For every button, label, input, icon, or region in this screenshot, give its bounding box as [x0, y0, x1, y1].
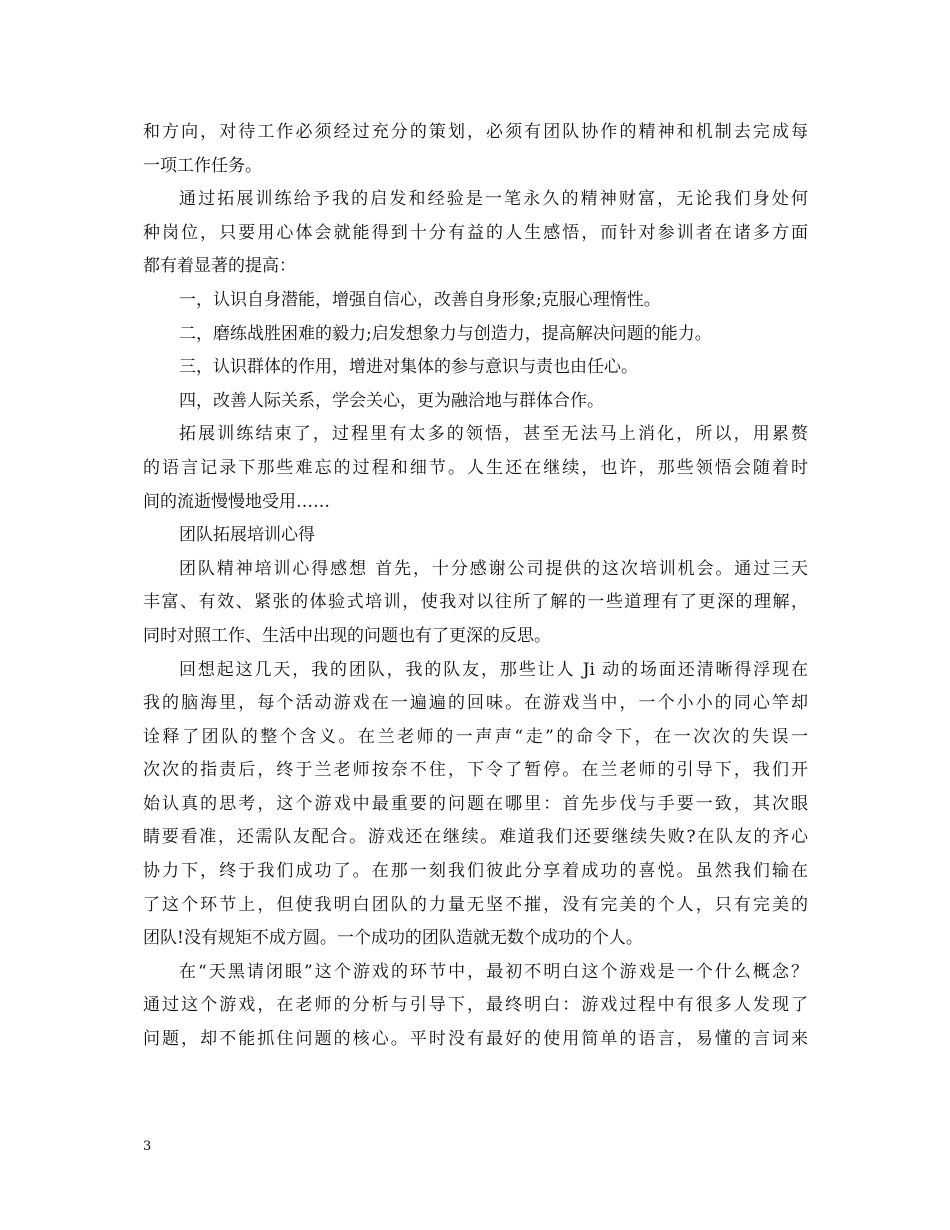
- text-line: 拓展训练结束了，过程里有太多的领悟，甚至无法马上消化，所以，用累赘: [179, 424, 808, 445]
- text-line: 睛要看准，还需队友配合。游戏还在继续。难道我们还要继续失败?在队友的齐心: [143, 827, 808, 848]
- text-line: 回想起这几天，我的团队，我的队友，那些让人 Ji 动的场面还清晰得浮现在: [179, 659, 808, 680]
- text-line: 通过拓展训练给予我的启发和经验是一笔永久的精神财富，无论我们身处何: [179, 189, 808, 210]
- list-item: 一，认识自身潜能，增强自信心，改善自身形象;克服心理惰性。: [179, 289, 661, 310]
- body-text: [143, 116, 808, 1057]
- text-line: 始认真的思考，这个游戏中最重要的问题在哪里：首先步伐与手要一致，其次眼: [143, 793, 808, 814]
- list-item: 三，认识群体的作用，增进对集体的参与意识与责也由任心。: [179, 357, 638, 378]
- text-line: 间的流逝慢慢地受用……: [143, 491, 330, 512]
- section-heading: 团队拓展培训心得: [179, 525, 315, 546]
- text-line: 在“天黑请闭眼”这个游戏的环节中，最初不明白这个游戏是一个什么概念？: [179, 961, 808, 982]
- page-number: 3: [143, 1139, 152, 1154]
- text-line: 团队精神培训心得感想 首先，十分感谢公司提供的这次培训机会。通过三天: [179, 558, 808, 579]
- text-line: 丰富、有效、紧张的体验式培训，使我对以往所了解的一些道理有了更深的理解，: [143, 592, 808, 613]
- text-line: 的语言记录下那些难忘的过程和细节。人生还在继续，也许，那些领悟会随着时: [143, 457, 808, 478]
- text-line: 和方向，对待工作必须经过充分的策划，必须有团队协作的精神和机制去完成每: [143, 122, 808, 142]
- text-line: 我的脑海里，每个活动游戏在一遍遍的回味。在游戏当中，一个小小的同心竿却: [143, 693, 808, 714]
- text-line: 诠释了团队的整个含义。在兰老师的一声声“走”的命令下，在一次次的失误一: [143, 726, 808, 747]
- text-line: 协力下，终于我们成功了。在那一刻我们彼此分享着成功的喜悦。虽然我们输在: [143, 861, 808, 882]
- text-line: 同时对照工作、生活中出现的问题也有了更深的反思。: [143, 625, 551, 646]
- list-item: 四，改善人际关系，学会关心，更为融洽地与群体合作。: [179, 390, 604, 411]
- text-line: 问题，却不能抓住问题的核心。平时没有最好的使用简单的语言，易懂的言词来: [143, 1029, 808, 1050]
- list-item: 二，磨练战胜困难的毅力;启发想象力与创造力，提高解决问题的能力。: [179, 323, 712, 344]
- text-line: 通过这个游戏，在老师的分析与引导下，最终明白：游戏过程中有很多人发现了: [143, 995, 808, 1016]
- text-line: 次次的指责后，终于兰老师按奈不住，下令了暂停。在兰老师的引导下，我们开: [143, 760, 808, 781]
- text-line: 一项工作任务。: [143, 155, 262, 176]
- text-line: 都有着显著的提高：: [143, 256, 296, 277]
- text-line: 种岗位，只要用心体会就能得到十分有益的人生感悟，而针对参训者在诸多方面: [143, 222, 808, 243]
- text-line: 团队!没有规矩不成方圆。一个成功的团队造就无数个成功的个人。: [143, 928, 643, 949]
- text-line: 了这个环节上，但使我明白团队的力量无坚不摧，没有完美的个人，只有完美的: [143, 894, 808, 915]
